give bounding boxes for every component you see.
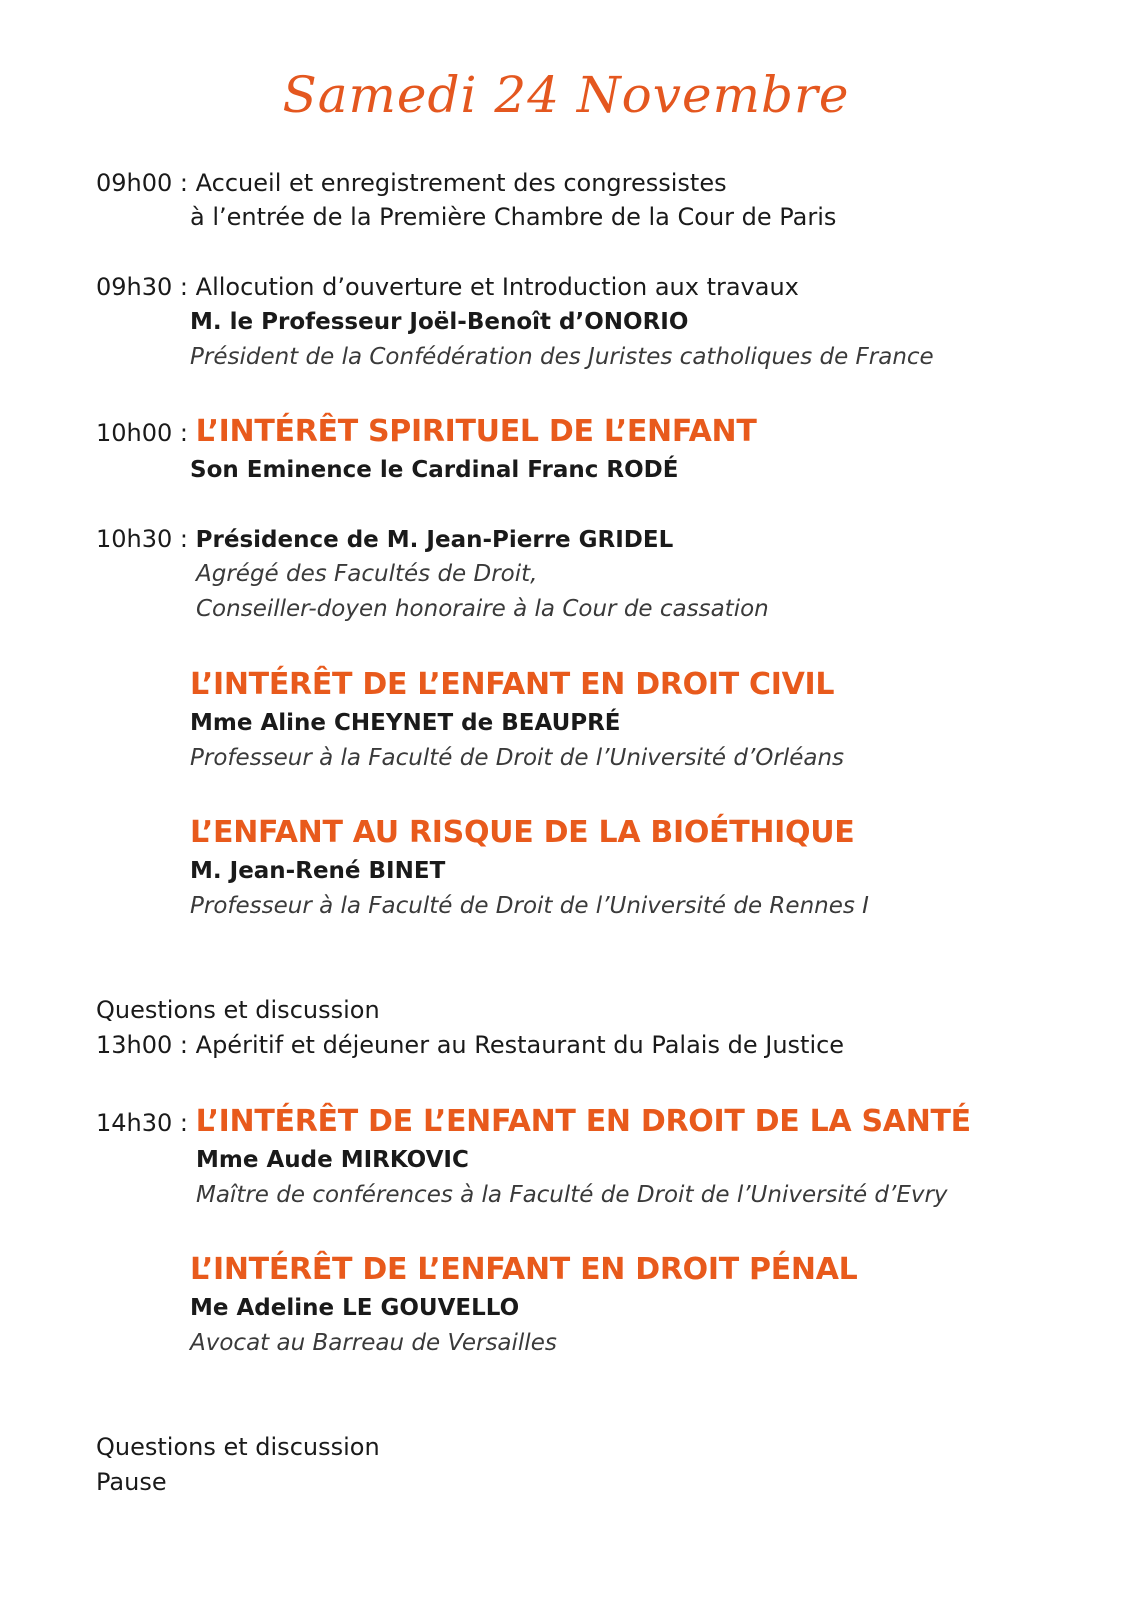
page-title: Samedi 24 Novembre [282, 66, 850, 124]
schedule-line [96, 272, 799, 302]
item-text: Questions et discussion [96, 1433, 380, 1461]
item-text: Pause [96, 1468, 167, 1496]
item-text: Questions et discussion [96, 996, 380, 1024]
time-label: 14h30 : [96, 1109, 189, 1137]
schedule-line [96, 414, 757, 450]
session-heading: L’INTÉRÊT DE L’ENFANT EN DROIT CIVIL [190, 667, 835, 702]
speaker-name: Me Adeline LE GOUVELLO [190, 1295, 520, 1321]
speaker-name: M. le Professeur Joël-Benoît d’ONORIO [190, 309, 689, 335]
time-label: 10h30 : [96, 525, 189, 553]
schedule-line [96, 1030, 844, 1060]
speaker-name: Son Eminence le Cardinal Franc RODÉ [190, 457, 679, 483]
schedule-line [96, 524, 673, 555]
time-label: 09h30 : [96, 273, 189, 301]
time-label: 09h00 : [96, 169, 189, 197]
item-text: Accueil et enregistrement des congressistes [195, 169, 727, 197]
session-heading: L’INTÉRÊT DE L’ENFANT EN DROIT DE LA SANTÉ [195, 1104, 971, 1139]
session-heading: L’INTÉRÊT SPIRITUEL DE L’ENFANT [195, 414, 757, 449]
item-text: Allocution d’ouverture et Introduction aux travaux [195, 273, 799, 301]
schedule-line [96, 1104, 971, 1140]
item-text: Apéritif et déjeuner au Restaurant du Palais de Justice [195, 1031, 845, 1059]
speaker-role: Président de la Confédération des Juristes catholiques de France [190, 344, 934, 370]
session-heading: L’ENFANT AU RISQUE DE LA BIOÉTHIQUE [190, 815, 855, 850]
speaker-role: Maître de conférences à la Faculté de Droit de l’Université d’Evry [196, 1182, 948, 1208]
speaker-role: Professeur à la Faculté de Droit de l’Université de Rennes I [190, 893, 869, 919]
speaker-role: Avocat au Barreau de Versailles [190, 1330, 557, 1356]
schedule-line [96, 168, 727, 198]
item-text: Présidence de M. Jean-Pierre GRIDEL [195, 527, 674, 553]
speaker-role: Conseiller-doyen honoraire à la Cour de cassation [196, 596, 769, 622]
item-text-continued: à l’entrée de la Première Chambre de la Cour de Paris [190, 203, 837, 231]
speaker-role: Agrégé des Facultés de Droit, [196, 561, 538, 587]
session-heading: L’INTÉRÊT DE L’ENFANT EN DROIT PÉNAL [190, 1252, 858, 1287]
time-label: 13h00 : [96, 1031, 189, 1059]
speaker-name: M. Jean-René BINET [190, 858, 446, 884]
time-label: 10h00 : [96, 419, 189, 447]
speaker-name: Mme Aude MIRKOVIC [196, 1147, 469, 1173]
speaker-name: Mme Aline CHEYNET de BEAUPRÉ [190, 710, 621, 736]
speaker-role: Professeur à la Faculté de Droit de l’Université d’Orléans [190, 745, 845, 771]
